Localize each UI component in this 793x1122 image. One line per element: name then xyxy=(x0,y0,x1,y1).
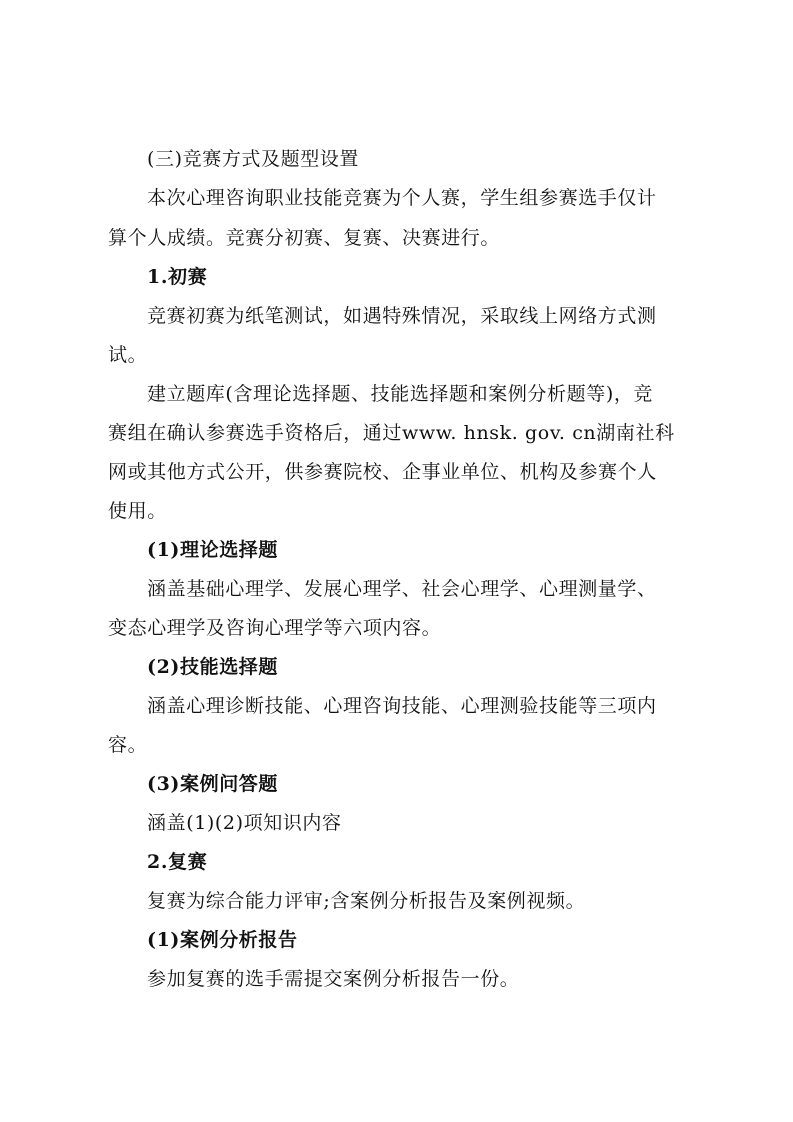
report-heading: (1)案例分析报告 xyxy=(147,929,298,951)
theory-line-2: 变态心理学及咨询心理学等六项内容。 xyxy=(108,617,442,639)
skills-line-2: 容。 xyxy=(108,734,148,756)
preliminary-para1-line-2: 试。 xyxy=(108,344,148,366)
preliminary-heading: 1.初赛 xyxy=(147,266,208,288)
report-line-1: 参加复赛的选手需提交案例分析报告一份。 xyxy=(147,968,520,990)
preliminary-para2-line-1: 建立题库(含理论选择题、技能选择题和案例分析题等)，竞 xyxy=(147,383,654,405)
preliminary-para2-line-2: 赛组在确认参赛选手资格后，通过www. hnsk. gov. cn湖南社科 xyxy=(108,422,675,444)
preliminary-para2-line-4: 使用。 xyxy=(108,500,167,522)
preliminary-para1-line-1: 竞赛初赛为纸笔测试，如遇特殊情况，采取线上网络方式测 xyxy=(147,305,657,327)
theory-heading: (1)理论选择题 xyxy=(147,539,278,561)
semifinal-heading: 2.复赛 xyxy=(147,851,208,873)
case-qa-line-1: 涵盖(1)(2)项知识内容 xyxy=(147,812,342,834)
skills-line-1: 涵盖心理诊断技能、心理咨询技能、心理测验技能等三项内 xyxy=(147,695,657,717)
semifinal-line-1: 复赛为综合能力评审;含案例分析报告及案例视频。 xyxy=(147,890,586,912)
preliminary-para2-line-3: 网或其他方式公开，供参赛院校、企事业单位、机构及参赛个人 xyxy=(108,461,657,483)
case-qa-heading: (3)案例问答题 xyxy=(147,773,278,795)
theory-line-1: 涵盖基础心理学、发展心理学、社会心理学、心理测量学、 xyxy=(147,578,657,600)
intro-line-2: 算个人成绩。竞赛分初赛、复赛、决赛进行。 xyxy=(108,227,501,249)
section-heading: (三)竞赛方式及题型设置 xyxy=(147,148,360,170)
skills-heading: (2)技能选择题 xyxy=(147,656,278,678)
intro-line-1: 本次心理咨询职业技能竞赛为个人赛，学生组参赛选手仅计 xyxy=(147,187,657,209)
